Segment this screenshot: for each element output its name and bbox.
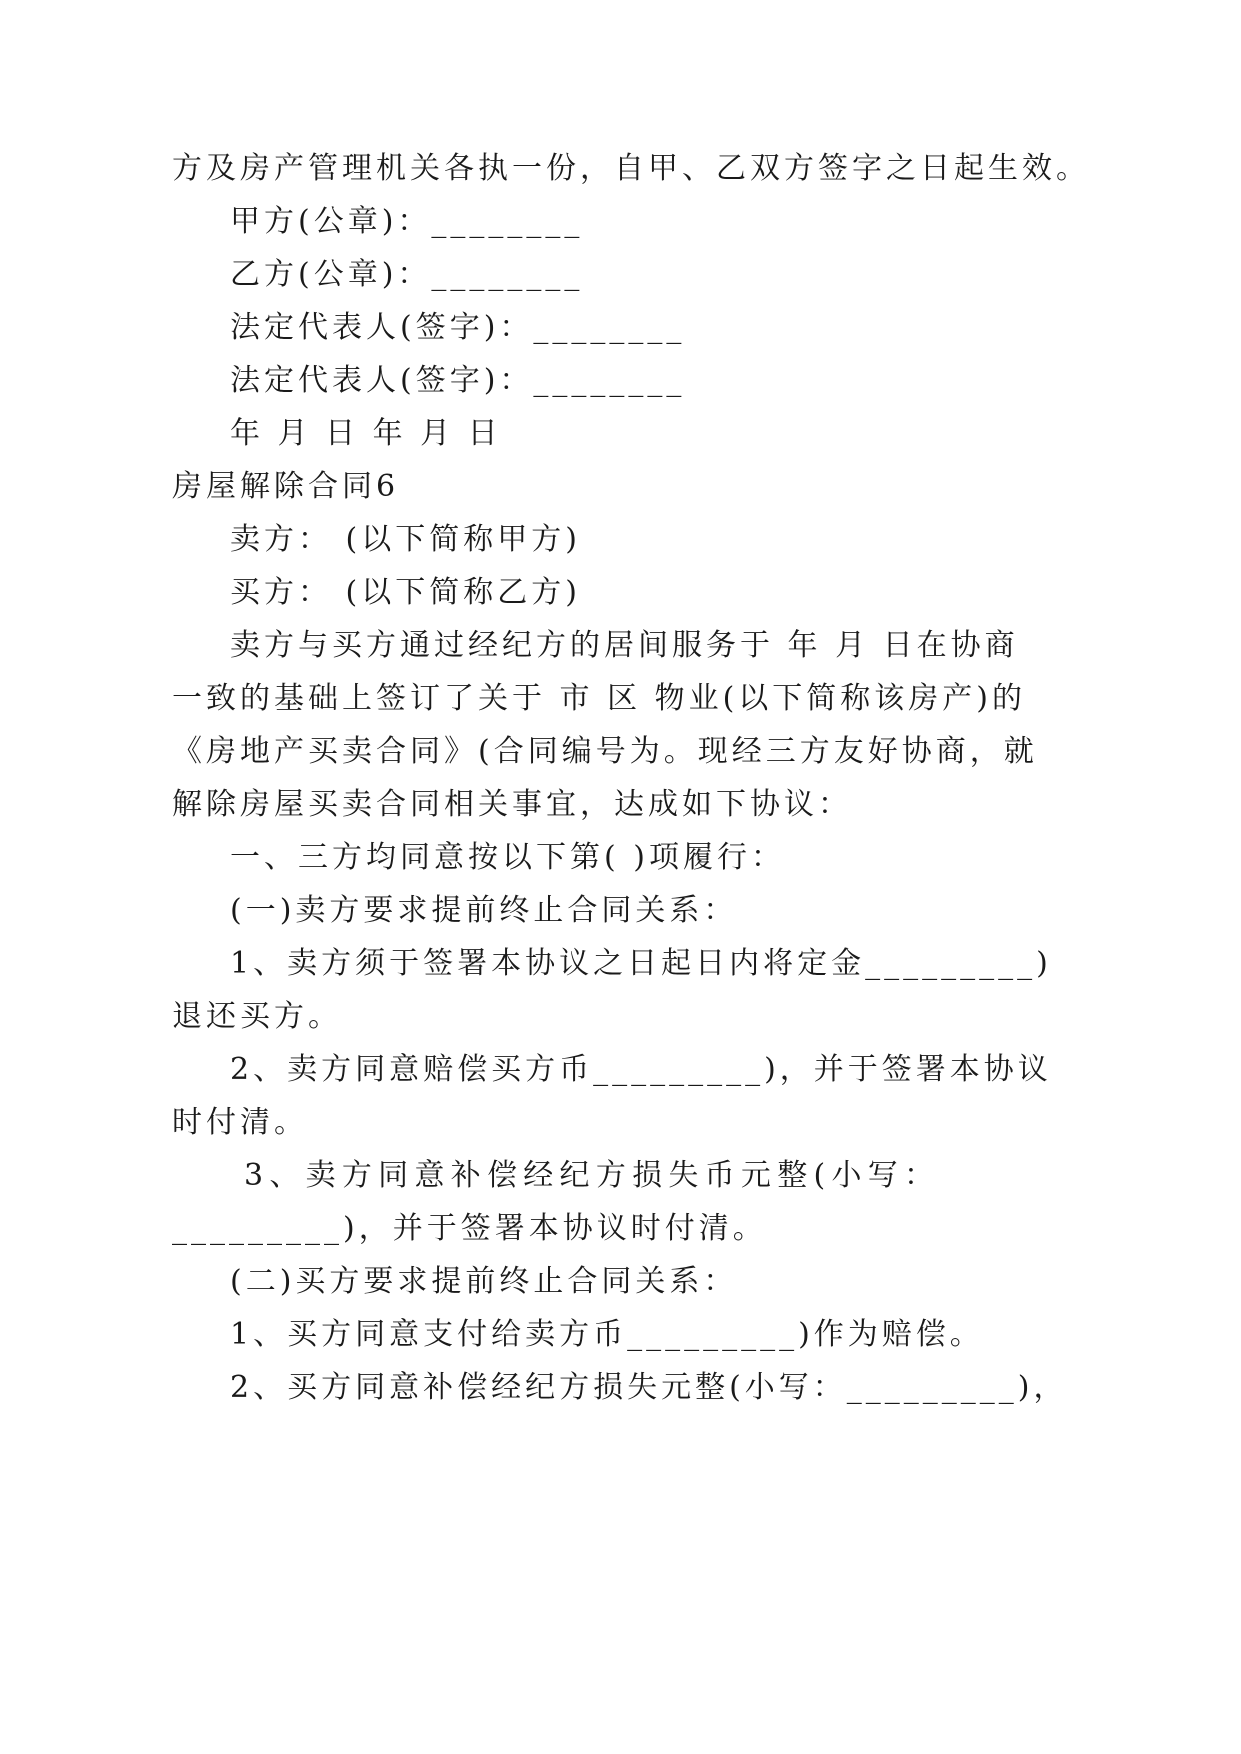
paragraph-line: 卖方与买方通过经纪方的居间服务于 年 月 日在协商 <box>230 628 1019 663</box>
signature-line-party-b: 乙方(公章)：________ <box>230 257 584 292</box>
paragraph-line: 解除房屋买卖合同相关事宜，达成如下协议： <box>172 787 852 822</box>
clause-item-continued: 退还买方。 <box>172 999 342 1034</box>
paragraph-line: 一致的基础上签订了关于 市 区 物业(以下简称该房产)的 <box>172 681 1027 716</box>
clause-item: 1、买方同意支付给卖方币_________)作为赔偿。 <box>230 1317 984 1352</box>
signature-line-legal-rep-b: 法定代表人(签字)：________ <box>230 363 686 398</box>
signature-line-party-a: 甲方(公章)：________ <box>230 204 584 239</box>
text-line: 方及房产管理机关各执一份，自甲、乙双方签字之日起生效。 <box>172 151 1090 186</box>
seller-line: 卖方： (以下简称甲方) <box>230 522 581 557</box>
clause-item: 2、买方同意补偿经纪方损失元整(小写：_________)， <box>230 1370 1068 1405</box>
clause-subheading: (二)买方要求提前终止合同关系： <box>230 1264 738 1299</box>
buyer-line: 买方： (以下简称乙方) <box>230 575 581 610</box>
clause-item-continued: _________)，并于签署本协议时付清。 <box>172 1211 767 1246</box>
section-title: 房屋解除合同6 <box>172 469 400 504</box>
date-line: 年 月 日 年 月 日 <box>230 416 502 451</box>
clause-item-continued: 时付清。 <box>172 1105 308 1140</box>
clause-item: 2、卖方同意赔偿买方币_________)，并于签署本协议 <box>230 1052 1052 1087</box>
clause-item: 1、卖方须于签署本协议之日起日内将定金_________) <box>230 946 1052 981</box>
clause-item: 3、卖方同意补偿经纪方损失币元整(小写： <box>244 1158 938 1193</box>
signature-line-legal-rep-a: 法定代表人(签字)：________ <box>230 310 686 345</box>
clause-subheading: (一)卖方要求提前终止合同关系： <box>230 893 738 928</box>
clause-heading: 一、三方均同意按以下第( )项履行： <box>230 840 785 875</box>
paragraph-line: 《房地产买卖合同》(合同编号为。现经三方友好协商，就 <box>172 734 1038 769</box>
